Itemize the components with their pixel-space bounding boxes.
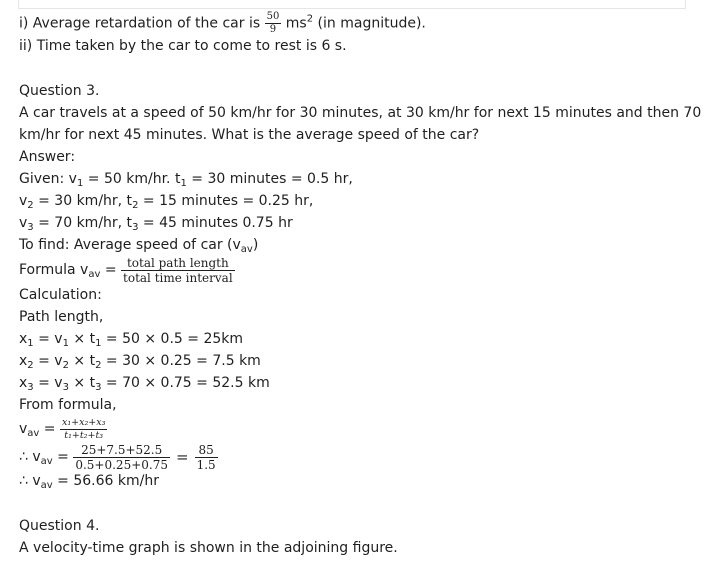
vav-general-fraction [60, 418, 107, 440]
given-text: v [19, 215, 28, 231]
given-text: v [19, 193, 28, 209]
subscript: 1 [76, 178, 84, 189]
fraction-denominator: 1.5 [196, 457, 216, 472]
fraction-numerator: 50 [266, 11, 280, 22]
fraction-numerator: 25+7.5+52.5 [73, 444, 170, 458]
subscript: av [40, 456, 53, 467]
subscript: 3 [27, 222, 34, 233]
fraction-denominator: total time interval [123, 270, 233, 285]
question-3-text-line-1: A car travels at a speed of 50 km/hr for 30 minutes, at 30 km/hr for next 15 minutes and then 70 [19, 105, 702, 121]
to-find-text: ) [252, 237, 259, 253]
result-text: i) Average retardation of the car is [19, 15, 265, 32]
formula-text: Formula v [19, 262, 89, 278]
given-text: Given: v [19, 171, 77, 187]
x3-line [19, 374, 270, 392]
x-text: = v [33, 353, 63, 369]
subscript: 1 [62, 338, 69, 349]
x-text: × t [68, 375, 96, 391]
given-text: = 45 minutes 0.75 hr [138, 215, 293, 231]
subscript: 3 [95, 382, 102, 393]
given-text: = 30 minutes = 0.5 hr, [186, 171, 353, 187]
given-line-3 [19, 214, 293, 232]
vav-result-line [19, 472, 159, 490]
question-3-text-line-2: km/hr for next 45 minutes. What is the average speed of the car? [19, 127, 480, 143]
subscript: av [240, 244, 253, 255]
given-text: = 15 minutes = 0.25 hr, [138, 193, 314, 209]
result-suffix: (in magnitude). [313, 15, 426, 32]
x-text: = v [33, 331, 63, 347]
x-text: = v [33, 375, 63, 391]
vav-text: v [19, 421, 28, 437]
vav-numeric-fraction [73, 444, 170, 471]
fraction-denominator: 0.5+0.25+0.75 [75, 457, 168, 472]
x2-line [19, 352, 261, 370]
path-length-label: Path length, [19, 309, 104, 325]
previous-answer-box [18, 0, 686, 9]
vav-equals: = [39, 421, 60, 437]
question-4-text: A velocity-time graph is shown in the adjoining figure. [19, 540, 398, 556]
subscript: 2 [95, 360, 102, 371]
subscript: 1 [27, 338, 34, 349]
fraction-denominator: t₁+t₂+t₃ [64, 429, 104, 441]
vav-general-line [19, 414, 107, 444]
vav-text: ∴ v [19, 473, 41, 489]
x-text: = 50 × 0.5 = 25km [101, 331, 243, 347]
subscript: av [27, 428, 40, 439]
from-formula-label: From formula, [19, 397, 117, 413]
vav-reduced-fraction [195, 444, 218, 471]
fraction-numerator: total path length [121, 257, 235, 271]
given-text: = 50 km/hr. t [83, 171, 181, 187]
subscript: 2 [27, 200, 34, 211]
formula-equals: = [100, 262, 122, 278]
subscript: av [40, 480, 53, 491]
result-line-retardation [19, 12, 426, 35]
vav-numeric-line [19, 442, 218, 472]
vav-result-text: = 56.66 km/hr [52, 473, 159, 489]
x-text: = 70 × 0.75 = 52.5 km [101, 375, 270, 391]
fraction-denominator: 9 [269, 24, 277, 35]
given-line-2 [19, 192, 313, 210]
given-text: = 30 km/hr, t [33, 193, 133, 209]
calculation-label: Calculation: [19, 287, 102, 303]
unit-text: ms [285, 15, 307, 32]
formula-line [19, 253, 235, 287]
formula-fraction [121, 257, 235, 284]
unit-exponent: 2 [306, 13, 314, 25]
x-text: x [19, 331, 28, 347]
x1-line [19, 330, 243, 348]
x-text: = 30 × 0.25 = 7.5 km [101, 353, 261, 369]
subscript: 1 [95, 338, 102, 349]
question-3-heading: Question 3. [19, 83, 100, 99]
subscript: 3 [132, 222, 139, 233]
subscript: 3 [27, 382, 34, 393]
subscript: 1 [180, 178, 187, 189]
question-4-heading: Question 4. [19, 518, 100, 534]
x-text: x [19, 375, 28, 391]
to-find-line [19, 236, 258, 254]
vav-text: ∴ v [19, 449, 41, 465]
given-text: = 70 km/hr, t [33, 215, 133, 231]
to-find-text: To find: Average speed of car (v [19, 237, 241, 253]
given-line-1 [19, 170, 353, 188]
subscript: 2 [27, 360, 34, 371]
fraction-numerator: x₁+x₂+x₃ [61, 417, 106, 428]
x-text: × t [68, 353, 96, 369]
x-text: x [19, 353, 28, 369]
subscript: 3 [62, 382, 69, 393]
fraction-numerator: 85 [195, 444, 218, 458]
subscript: 2 [62, 360, 69, 371]
result-line-time: ii) Time taken by the car to come to rest is 6 s. [19, 38, 347, 54]
subscript: 2 [132, 200, 139, 211]
vav-equals: = [52, 449, 74, 465]
equals-sign: = [175, 448, 189, 466]
answer-label: Answer: [19, 149, 76, 165]
x-text: × t [68, 331, 96, 347]
subscript: av [88, 269, 101, 280]
fraction-50-over-9 [265, 12, 282, 35]
